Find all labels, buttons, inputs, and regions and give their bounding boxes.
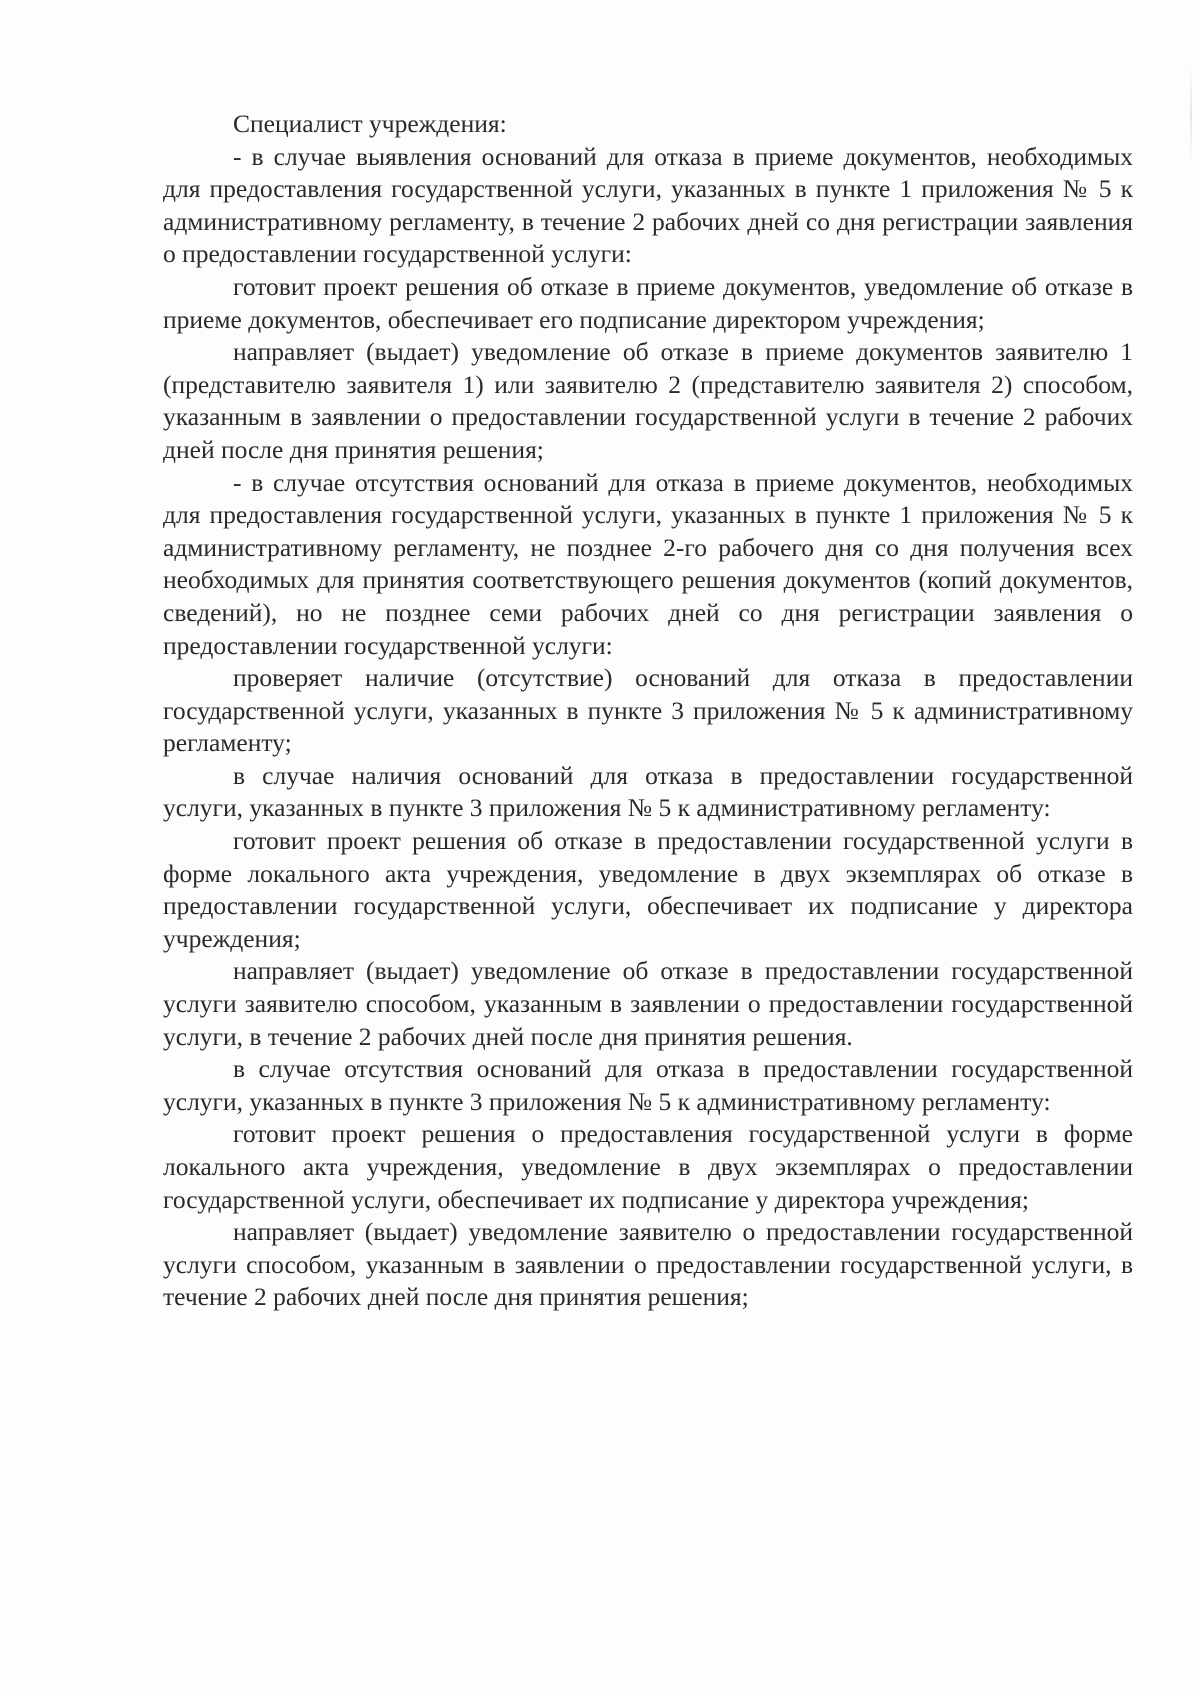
paragraph: Специалист учреждения:	[233, 109, 507, 138]
paragraph: готовит проект решения об отказе в предоставлении государственной услуги в форме локального акта учреждения, уведомление в двух экземплярах об отказе в предоставлении государственной услуги, обеспечивает их подписание у директора учреждения;	[163, 826, 1133, 953]
paragraph: в случае отсутствия оснований для отказа в предоставлении государственной услуги, указанных в пункте 3 приложения № 5 к административному регламенту:	[163, 1054, 1133, 1116]
paragraph: готовит проект решения об отказе в приеме документов, уведомление об отказе в приеме документов, обеспечивает его подписание директором учреждения;	[163, 271, 1133, 334]
paragraph: в случае наличия оснований для отказа в предоставлении государственной услуги, указанных в пункте 3 приложения № 5 к административному регламенту:	[163, 760, 1133, 823]
paragraph: - в случае отсутствия оснований для отказа в приеме документов, необходимых для предоставления государственной услуги, указанных в пункте 1 приложения № 5 к административному регламенту, не позднее 2-го рабочего дня со дня получения всех необходимых для принятия соответствующего решения документов (копий документов, сведений), но не позднее семи рабочих дней со дня регистрации заявления о предоставлении государственной услуги:	[163, 467, 1133, 660]
paragraph: направляет (выдает) уведомление об отказе в предоставлении государственной услуги заявителю способом, указанным в заявлении о предоставлении государственной услуги, в течение 2 рабочих дней после дня принятия решения.	[163, 956, 1133, 1051]
paragraph: - в случае выявления оснований для отказа в приеме документов, необходимых для предоставления государственной услуги, указанных в пункте 1 приложения № 5 к административному регламенту, в течение 2 рабочих дней со дня регистрации заявления о предоставлении государственной услуги:	[163, 141, 1133, 269]
paragraph: направляет (выдает) уведомление заявителю о предоставлении государственной услуги способом, указанным в заявлении о предоставлении государственной услуги, в течение 2 рабочих дней после дня принятия решения;	[163, 1217, 1133, 1312]
paragraph: проверяет наличие (отсутствие) оснований для отказа в предоставлении государственной услуги, указанных в пункте 3 приложения № 5 к административному регламенту;	[163, 663, 1133, 758]
paragraph: готовит проект решения о предоставления государственной услуги в форме локального акта учреждения, уведомление в двух экземплярах о предоставлении государственной услуги, обеспечивает их подписание у директора учреждения;	[163, 1119, 1133, 1214]
paragraph: направляет (выдает) уведомление об отказе в приеме документов заявителю 1 (представителю заявителя 1) или заявителю 2 (представителю заявителя 2) способом, указанным в заявлении о предоставлении государственной услуги в течение 2 рабочих дней после дня принятия решения;	[163, 337, 1133, 464]
scan-artifact	[1190, 60, 1192, 170]
document-body	[163, 108, 1133, 1314]
